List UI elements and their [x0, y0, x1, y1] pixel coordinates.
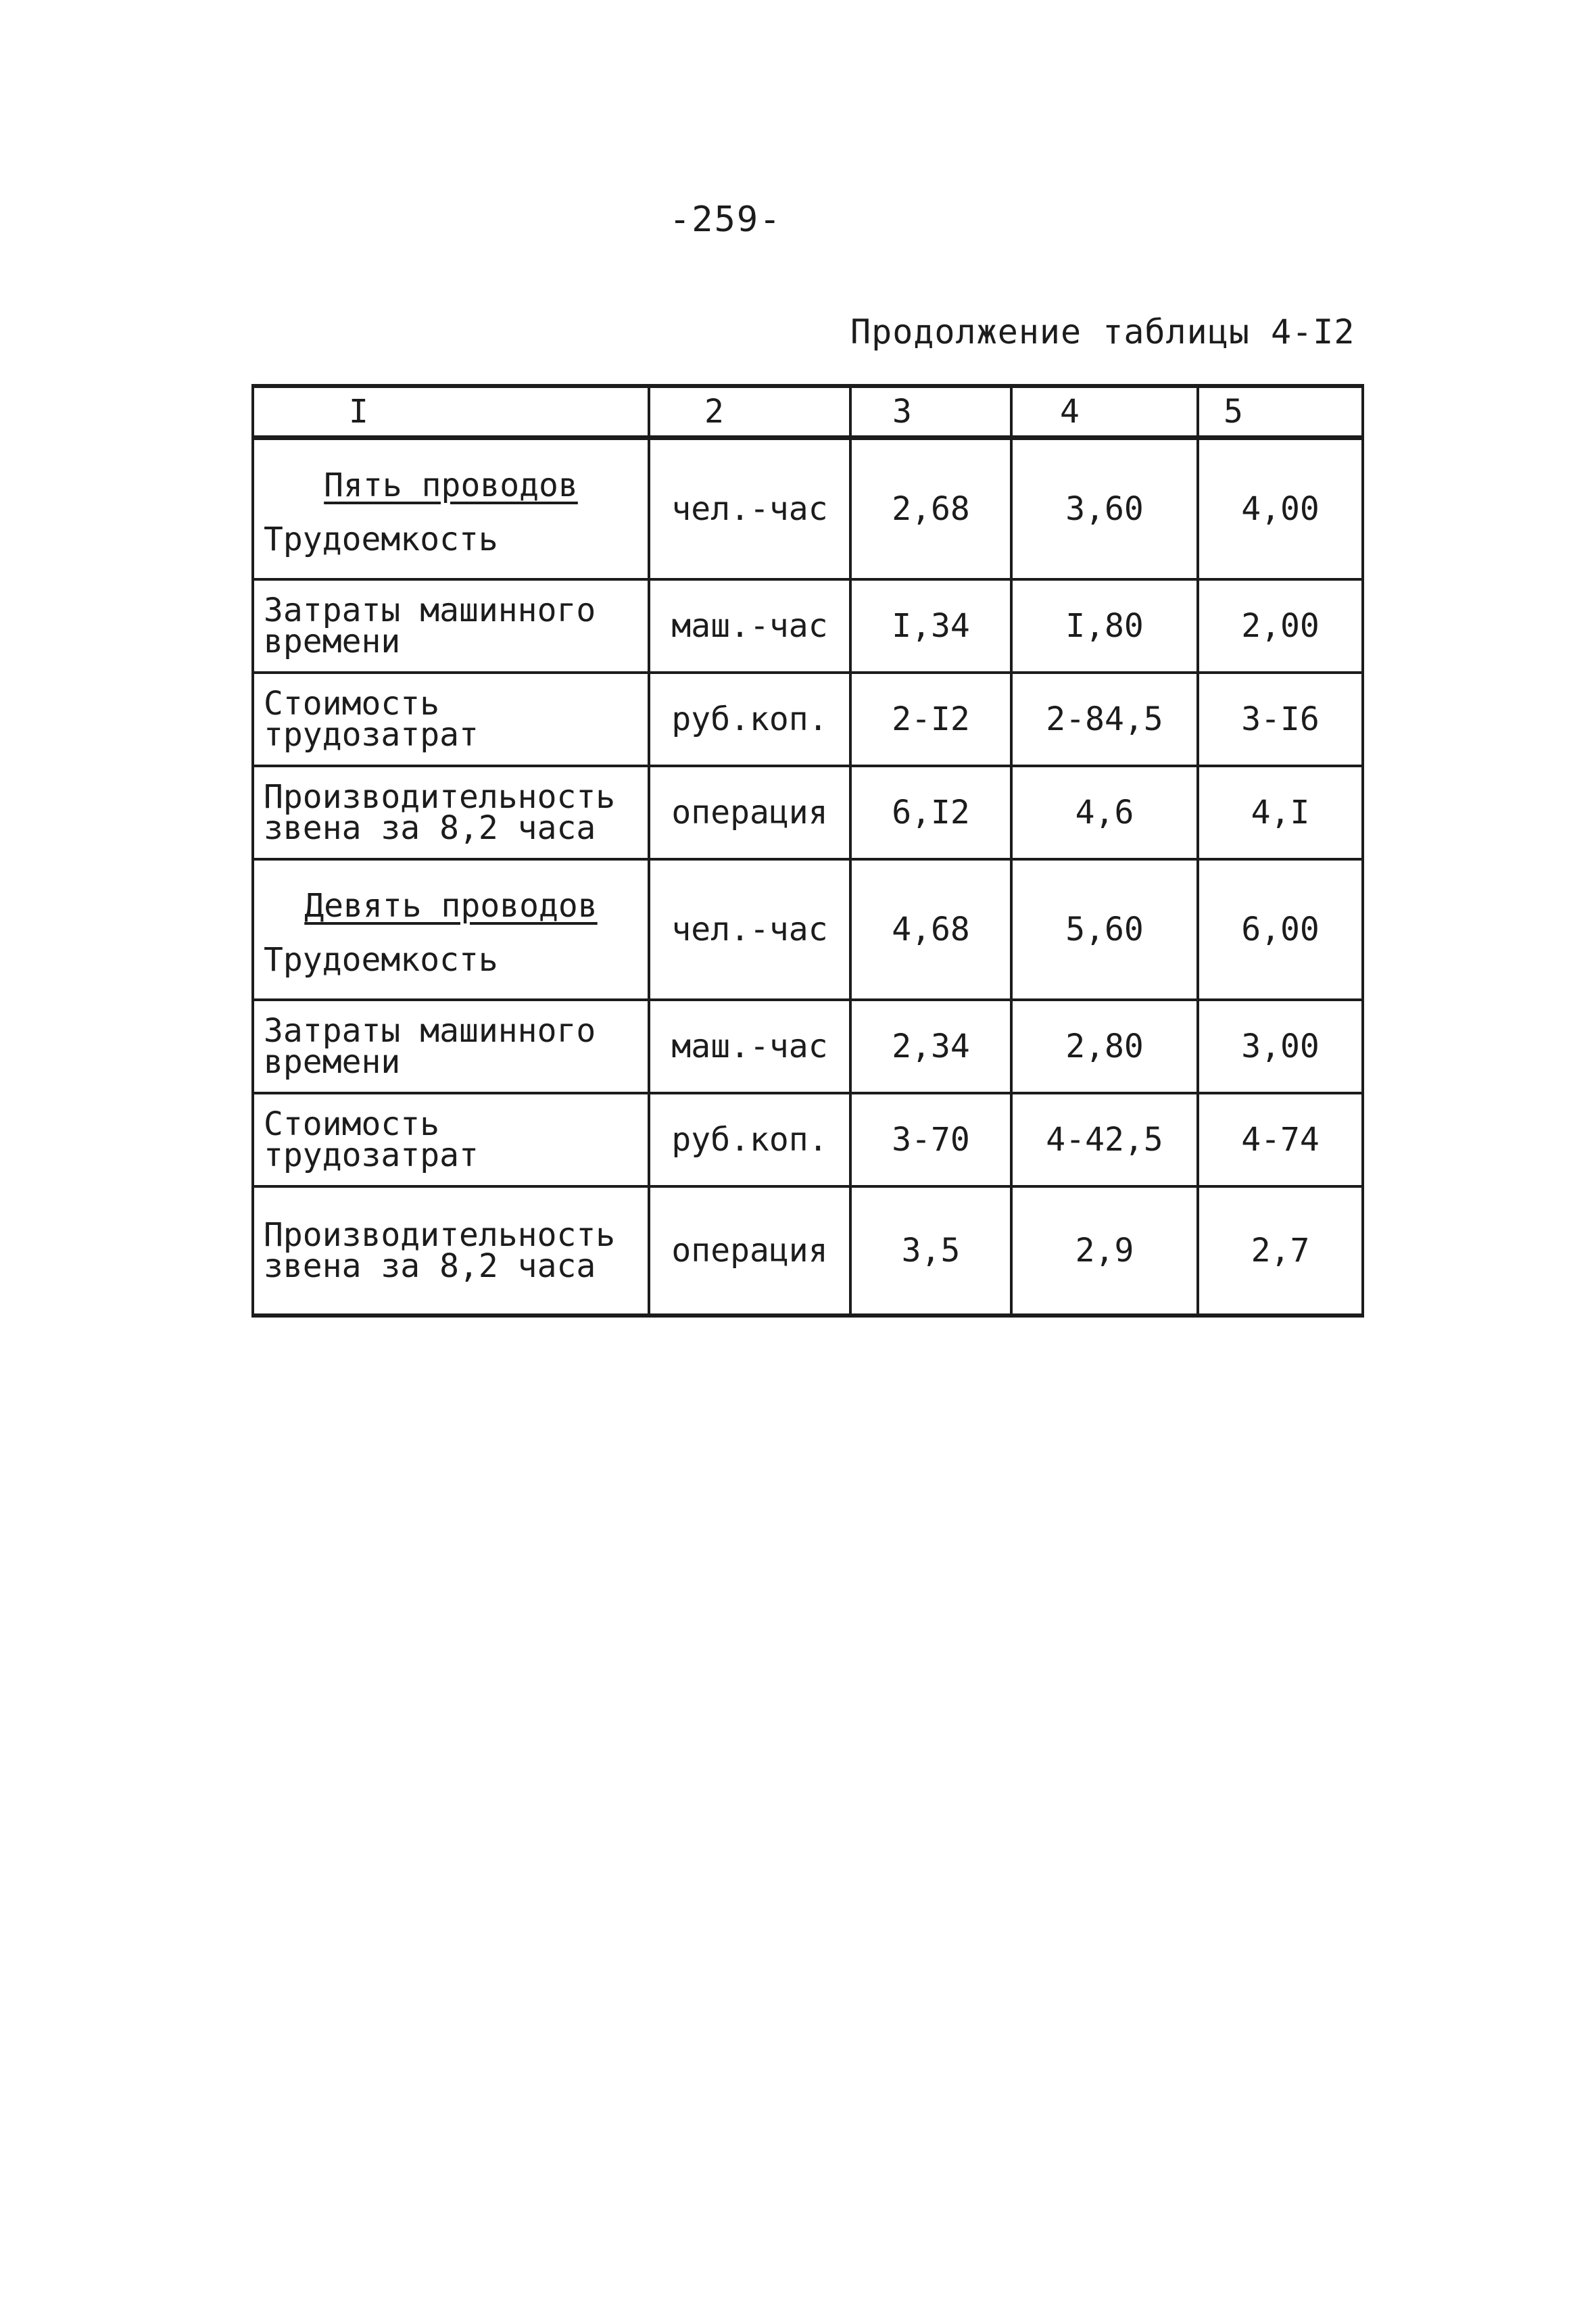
unit-cell: маш.-час [649, 1000, 850, 1093]
table-row [253, 1186, 1363, 1316]
value-cell: 2,80 [1011, 1000, 1198, 1093]
unit-cell: руб.коп. [649, 673, 850, 766]
value-cell: 2-84,5 [1011, 673, 1198, 766]
value-cell: 4,00 [1198, 438, 1363, 580]
value-cell: 4,I [1198, 766, 1363, 859]
header-row [253, 386, 1363, 438]
value-cell: 4,68 [850, 859, 1011, 1000]
table-row [253, 859, 1363, 1000]
param-cell: Затраты машинного времени [253, 579, 649, 673]
unit-cell: чел.-час [649, 438, 850, 580]
data-table [251, 384, 1364, 1318]
header-cell: 3 [850, 386, 1011, 438]
value-cell: 3-I6 [1198, 673, 1363, 766]
table-row [253, 1093, 1363, 1186]
header-cell: 2 [649, 386, 850, 438]
table-row [253, 673, 1363, 766]
unit-cell: операция [649, 766, 850, 859]
value-cell: 2,00 [1198, 579, 1363, 673]
value-cell: 3,60 [1011, 438, 1198, 580]
table-row [253, 1000, 1363, 1093]
value-cell: 4,6 [1011, 766, 1198, 859]
unit-cell: операция [649, 1186, 850, 1316]
value-cell: 2,34 [850, 1000, 1011, 1093]
table-row [253, 438, 1363, 580]
param-cell: Стоимость трудозатрат [253, 1093, 649, 1186]
table-caption: Продолжение таблицы 4-I2 [850, 312, 1355, 352]
param-cell: Производительность звена за 8,2 часа [253, 766, 649, 859]
section-title: Девять проводов [304, 887, 598, 925]
param-cell: Стоимость трудозатрат [253, 673, 649, 766]
value-cell: 6,00 [1198, 859, 1363, 1000]
value-cell: 2,9 [1011, 1186, 1198, 1316]
param-label: Трудоемкость [264, 941, 498, 979]
section-title: Пять проводов [324, 466, 578, 504]
value-cell: 2-I2 [850, 673, 1011, 766]
unit-cell: руб.коп. [649, 1093, 850, 1186]
unit-cell: маш.-час [649, 579, 850, 673]
value-cell: 3,00 [1198, 1000, 1363, 1093]
value-cell: 2,7 [1198, 1186, 1363, 1316]
value-cell: 4-42,5 [1011, 1093, 1198, 1186]
param-cell [253, 859, 649, 1000]
table-row [253, 766, 1363, 859]
table-row [253, 579, 1363, 673]
header-cell: I [253, 386, 649, 438]
param-cell [253, 438, 649, 580]
value-cell: I,34 [850, 579, 1011, 673]
header-cell: 5 [1198, 386, 1363, 438]
value-cell: 3,5 [850, 1186, 1011, 1316]
param-label: Трудоемкость [264, 521, 498, 558]
value-cell: 2,68 [850, 438, 1011, 580]
value-cell: 3-70 [850, 1093, 1011, 1186]
value-cell: 4-74 [1198, 1093, 1363, 1186]
value-cell: I,80 [1011, 579, 1198, 673]
param-cell: Производительность звена за 8,2 часа [253, 1186, 649, 1316]
value-cell: 6,I2 [850, 766, 1011, 859]
unit-cell: чел.-час [649, 859, 850, 1000]
page-number: -259- [669, 199, 782, 240]
value-cell: 5,60 [1011, 859, 1198, 1000]
param-cell: Затраты машинного времени [253, 1000, 649, 1093]
header-cell: 4 [1011, 386, 1198, 438]
